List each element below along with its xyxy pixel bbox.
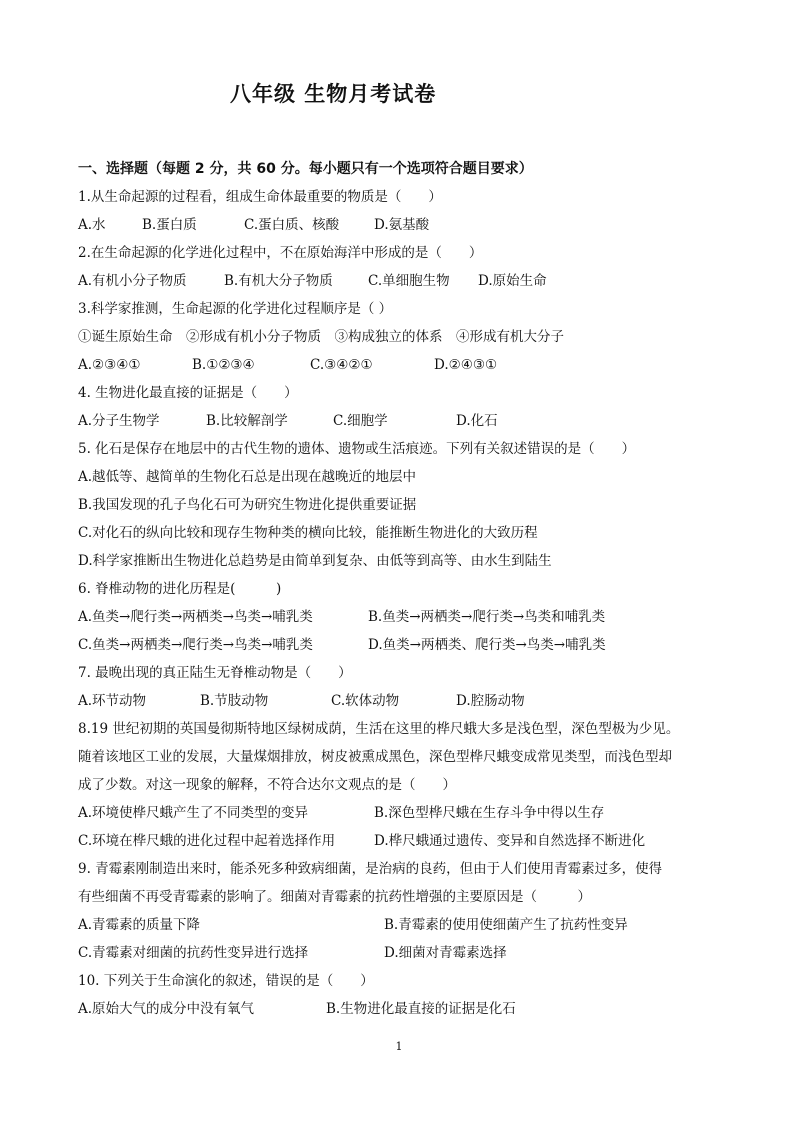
option-a: A.有机小分子物质 bbox=[78, 273, 187, 289]
option-b: B.青霉素的使用使细菌产生了抗药性变异 bbox=[384, 917, 628, 933]
option-c: C.青霉素对细菌的抗药性变异进行选择 bbox=[78, 945, 309, 961]
option-c: C.环境在桦尺蛾的进化过程中起着选择作用 bbox=[78, 833, 336, 849]
question-4-stem: 4. 生物进化最直接的证据是（ ） bbox=[78, 385, 298, 401]
question-2-stem: 2.在生命起源的化学进化过程中，不在原始海洋中形成的是（ ） bbox=[78, 245, 483, 261]
page-number: 1 bbox=[395, 1040, 403, 1053]
option-c: C.细胞学 bbox=[333, 413, 388, 429]
question-10-options bbox=[78, 998, 718, 1020]
question-9-stem-line-1: 9. 青霉素刚制造出来时，能杀死多种致病细菌，是治病的良药，但由于人们使用青霉素过多，使得 bbox=[78, 861, 663, 877]
option-c: C.鱼类→两栖类→爬行类→鸟类→哺乳类 bbox=[78, 637, 313, 653]
question-9-options-row-2 bbox=[78, 942, 718, 964]
option-b: B.有机大分子物质 bbox=[224, 273, 333, 289]
question-10-stem: 10. 下列关于生命演化的叙述，错误的是（ ） bbox=[78, 973, 374, 989]
question-8-stem-line-2: 随着该地区工业的发展，大量煤烟排放，树皮被熏成黑色，深色型桦尺蛾变成常见类型，而浅色型却 bbox=[78, 749, 672, 765]
question-7-stem: 7. 最晚出现的真正陆生无脊椎动物是（ ） bbox=[78, 665, 352, 681]
option-a: A.越低等、越简单的生物化石总是出现在越晚近的地层中 bbox=[78, 469, 417, 485]
question-4-options bbox=[78, 410, 718, 432]
section-heading: 一、选择题（每题 2 分，共 60 分。每小题只有一个选项符合题目要求） bbox=[78, 161, 533, 177]
question-9-stem-line-2: 有些细菌不再受青霉素的影响了。细菌对青霉素的抗药性增强的主要原因是（ ） bbox=[78, 889, 591, 905]
option-a: A.青霉素的质量下降 bbox=[78, 917, 201, 933]
exam-title: 八年级 生物月考试卷 bbox=[230, 82, 437, 106]
option-b: B.鱼类→两栖类→爬行类→鸟类和哺乳类 bbox=[368, 609, 606, 625]
question-6-stem: 6. 脊椎动物的进化历程是( ) bbox=[78, 581, 282, 597]
question-2-options bbox=[78, 270, 718, 292]
option-b: B.节肢动物 bbox=[200, 693, 269, 709]
question-8-stem-line-3: 成了少数。对这一现象的解释，不符合达尔文观点的是（ ） bbox=[78, 777, 456, 793]
question-7-options bbox=[78, 690, 718, 712]
option-c: C.对化石的纵向比较和现存生物种类的横向比较，能推断生物进化的大致历程 bbox=[78, 525, 538, 541]
question-8-options-row-2 bbox=[78, 830, 718, 852]
option-d: D.②④③① bbox=[434, 357, 498, 373]
option-d: D.腔肠动物 bbox=[456, 693, 525, 709]
question-8-options-row-1 bbox=[78, 802, 718, 824]
option-c: C.③④②① bbox=[310, 357, 373, 373]
option-b: B.比较解剖学 bbox=[206, 413, 288, 429]
option-a: A.鱼类→爬行类→两栖类→鸟类→哺乳类 bbox=[78, 609, 313, 625]
option-d: D.桦尺蛾通过遗传、变异和自然选择不断进化 bbox=[374, 833, 646, 849]
option-b: B.蛋白质 bbox=[142, 217, 197, 233]
question-3-options bbox=[78, 354, 718, 376]
option-a: A.分子生物学 bbox=[78, 413, 160, 429]
option-b: B.深色型桦尺蛾在生存斗争中得以生存 bbox=[374, 805, 605, 821]
option-b: B.生物进化最直接的证据是化石 bbox=[326, 1001, 516, 1017]
option-b: B.我国发现的孔子鸟化石可为研究生物进化提供重要证据 bbox=[78, 497, 417, 513]
option-d: D.原始生命 bbox=[478, 273, 547, 289]
question-3-stem: 3.科学家推测，生命起源的化学进化过程顺序是（ ） bbox=[78, 301, 393, 317]
option-a: A.环境使桦尺蛾产生了不同类型的变异 bbox=[78, 805, 309, 821]
option-d: D.化石 bbox=[456, 413, 498, 429]
question-6-options-row-2 bbox=[78, 634, 718, 656]
question-3-steps: ①诞生原始生命 ②形成有机小分子物质 ③构成独立的体系 ④形成有机大分子 bbox=[78, 329, 564, 345]
question-6-options-row-1 bbox=[78, 606, 718, 628]
option-a: A.原始大气的成分中没有氧气 bbox=[78, 1001, 255, 1017]
question-5-stem: 5. 化石是保存在地层中的古代生物的遗体、遗物或生活痕迹。下列有关叙述错误的是（ ） bbox=[78, 441, 636, 457]
option-a: A.水 bbox=[78, 217, 106, 233]
option-a: A.环节动物 bbox=[78, 693, 147, 709]
option-c: C.单细胞生物 bbox=[368, 273, 450, 289]
option-d: D.氨基酸 bbox=[374, 217, 430, 233]
question-1-stem: 1.从生命起源的过程看，组成生命体最重要的物质是（ ） bbox=[78, 189, 442, 205]
option-d: D.科学家推断出生物进化总趋势是由简单到复杂、由低等到高等、由水生到陆生 bbox=[78, 553, 552, 569]
option-b: B.①②③④ bbox=[192, 357, 255, 373]
question-1-options bbox=[78, 214, 718, 236]
option-d: D.鱼类→两栖类、爬行类→鸟类→哺乳类 bbox=[368, 637, 606, 653]
option-c: C.软体动物 bbox=[331, 693, 400, 709]
option-c: C.蛋白质、核酸 bbox=[244, 217, 340, 233]
question-8-stem-line-1: 8.19 世纪初期的英国曼彻斯特地区绿树成荫，生活在这里的桦尺蛾大多是浅色型，深色型极为少见。 bbox=[78, 721, 680, 737]
option-d: D.细菌对青霉素选择 bbox=[384, 945, 507, 961]
option-a: A.②③④① bbox=[78, 357, 141, 373]
question-9-options-row-1 bbox=[78, 914, 718, 936]
